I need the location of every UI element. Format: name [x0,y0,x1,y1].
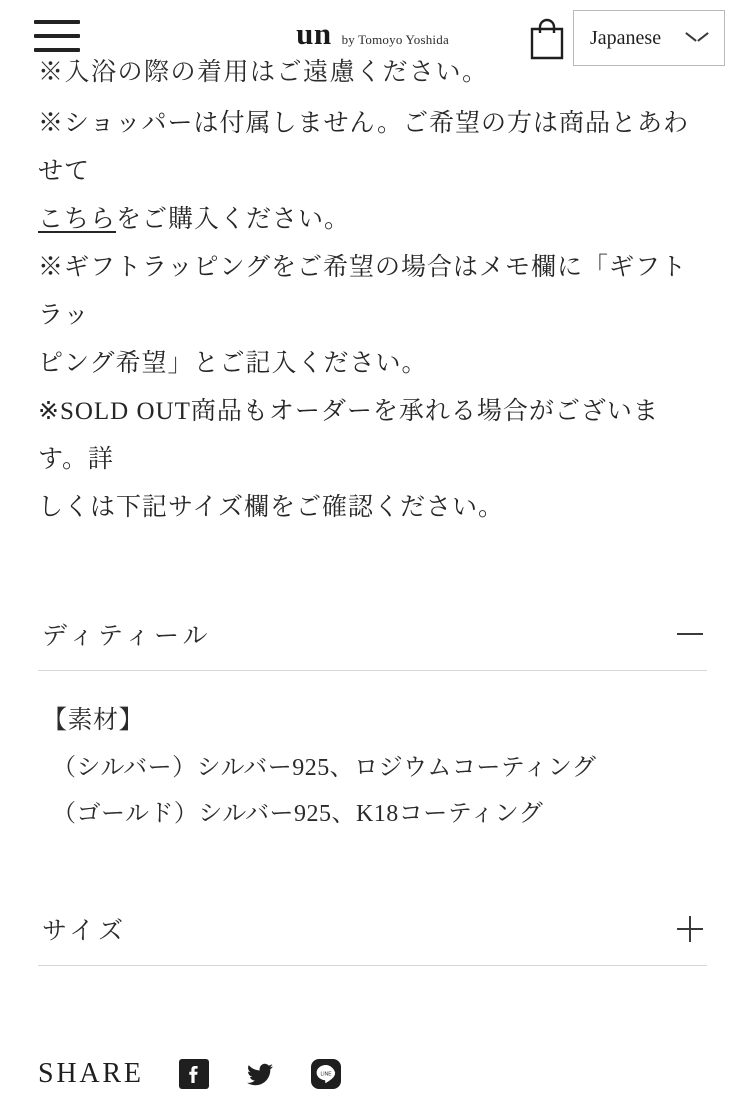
minus-bar [677,633,703,635]
shopper-link[interactable]: こちら [38,206,117,233]
product-description-content [0,59,745,1090]
hamburger-bar-2 [34,34,80,38]
line-icon[interactable] [310,1058,342,1090]
brand-subtitle: by Tomoyo Yoshida [341,32,449,47]
note-sold-out [38,388,707,532]
chevron-down-icon [686,32,708,44]
accordion-size [38,901,707,966]
accordion-detail-title: ディティール [42,623,212,650]
note-shopper-part2: をご購入ください。 [116,206,351,233]
accordion-size-header[interactable] [38,901,707,966]
svg-text:LINE: LINE [320,1071,332,1078]
language-selected-label: Japanese [590,26,662,49]
hamburger-bar-1 [34,20,80,24]
material-title: 【素材】 [42,707,145,734]
share-label: SHARE [38,1058,144,1089]
plus-bar-vertical [689,916,691,942]
facebook-icon[interactable] [178,1058,210,1090]
hamburger-menu-icon[interactable] [34,16,80,56]
note-clipped-text: ※入浴の際の着用はご遠慮ください。 [38,59,489,86]
accordion-size-title: サイズ [42,918,128,945]
note-soldout-line1: ※SOLD OUT商品もオーダーを承れる場合がございます。詳 [38,398,659,473]
brand-link[interactable] [296,18,449,49]
note-shopper [38,100,707,244]
note-gift-line1: ※ギフトラッピングをご希望の場合はメモ欄に「ギフトラッ [38,254,688,329]
accordion-detail [38,606,707,837]
minus-icon[interactable] [677,621,703,647]
note-gift-line2: ピング希望」とご記入ください。 [38,350,428,377]
note-soldout-line2: しくは下記サイズ欄をご確認ください。 [38,494,505,521]
accordion-detail-header[interactable] [38,606,707,671]
accordion-detail-body [38,671,707,837]
note-clipped-line [38,59,707,100]
product-notes [38,59,707,532]
material-line-silver: （シルバー）シルバー925、ロジウムコーティング [52,755,597,781]
note-shopper-part1: ※ショッパーは付属しません。ご希望の方は商品とあわせて [38,110,690,185]
plus-icon[interactable] [677,916,703,942]
twitter-icon[interactable] [244,1058,276,1090]
brand-mark: un [296,16,332,51]
note-gift-wrapping [38,244,707,388]
share-row [38,1058,707,1090]
material-line-gold: （ゴールド）シルバー925、K18コーティング [52,801,544,827]
